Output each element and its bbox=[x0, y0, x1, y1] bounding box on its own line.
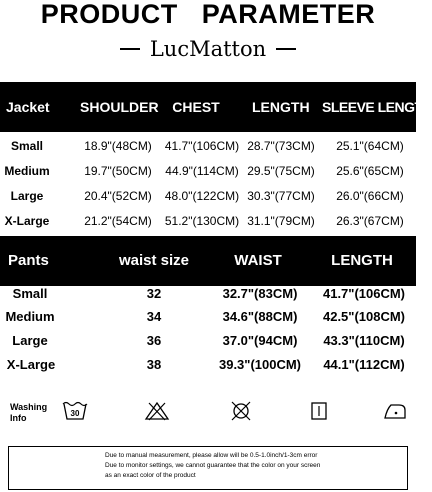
jacket-header-bar bbox=[0, 82, 432, 132]
jacket-chest: 44.9"(114CM) bbox=[165, 164, 239, 178]
jacket-header-label: Jacket bbox=[6, 99, 50, 115]
jacket-chest: 41.7"(106CM) bbox=[164, 139, 240, 153]
jacket-length: 29.5"(75CM) bbox=[247, 164, 315, 178]
brand-name: LucMatton bbox=[149, 37, 267, 61]
jacket-chest: 48.0"(122CM) bbox=[164, 189, 240, 203]
washing-info bbox=[0, 392, 416, 432]
pants-row bbox=[0, 353, 416, 377]
jacket-header-sleeve-length: SLEEVE LENGTH bbox=[322, 99, 432, 115]
pants-length: 42.5"(108CM) bbox=[322, 309, 406, 324]
right-dash bbox=[276, 48, 296, 50]
pants-size: X-Large bbox=[6, 357, 56, 372]
pants-waist-size: 38 bbox=[146, 357, 162, 372]
jacket-row bbox=[0, 134, 416, 158]
page-title: PRODUCT PARAMETER bbox=[40, 0, 376, 29]
jacket-size: X-Large bbox=[4, 214, 50, 228]
disclaimer-box bbox=[8, 446, 408, 490]
jacket-header-chest: CHEST bbox=[172, 99, 220, 115]
jacket-row bbox=[0, 209, 416, 233]
pants-waist: 32.7"(83CM) bbox=[222, 286, 298, 301]
disclaimer-line: as an exact color of the product bbox=[105, 472, 196, 479]
pants-waist: 34.6"(88CM) bbox=[222, 309, 298, 324]
jacket-shoulder: 20.4"(52CM) bbox=[84, 189, 152, 203]
pants-size: Medium bbox=[5, 309, 55, 324]
jacket-header-shoulder: SHOULDER bbox=[80, 99, 159, 115]
pants-length: 43.3"(110CM) bbox=[323, 333, 405, 348]
svg-text:30: 30 bbox=[70, 409, 80, 418]
jacket-header-length: LENGTH bbox=[252, 99, 310, 115]
jacket-shoulder: 19.7"(50CM) bbox=[84, 164, 152, 178]
wash-30-icon bbox=[62, 400, 88, 422]
pants-header-bar bbox=[0, 236, 416, 286]
jacket-length: 28.7"(73CM) bbox=[247, 139, 315, 153]
jacket-length: 30.3"(77CM) bbox=[247, 189, 315, 203]
jacket-shoulder: 21.2"(54CM) bbox=[84, 214, 152, 228]
iron-low-icon bbox=[382, 400, 408, 422]
jacket-row bbox=[0, 184, 416, 208]
pants-waist: 37.0"(94CM) bbox=[222, 333, 298, 348]
no-bleach-icon bbox=[144, 400, 170, 422]
brand-line bbox=[0, 34, 416, 64]
tumble-dry-icon bbox=[306, 400, 332, 422]
pants-waist-size: 36 bbox=[146, 333, 162, 348]
pants-row bbox=[0, 329, 416, 353]
jacket-chest: 51.2"(130CM) bbox=[164, 214, 240, 228]
pants-size: Small bbox=[12, 286, 48, 301]
pants-header-waist-size: waist size bbox=[118, 252, 190, 269]
jacket-sleeve: 26.3"(67CM) bbox=[336, 214, 404, 228]
jacket-size: Large bbox=[10, 189, 44, 203]
pants-header-length: LENGTH bbox=[331, 252, 393, 269]
jacket-sleeve: 26.0"(66CM) bbox=[336, 189, 404, 203]
disclaimer-line: Due to monitor settings, we cannot guarantee that the color on your screen bbox=[105, 462, 321, 469]
jacket-row bbox=[0, 159, 416, 183]
jacket-sleeve: 25.6"(65CM) bbox=[336, 164, 404, 178]
jacket-shoulder: 18.9"(48CM) bbox=[84, 139, 152, 153]
disclaimer-line: Due to manual measurement, please allow will be 0.5-1.0inch/1-3cm error bbox=[105, 452, 318, 459]
jacket-length: 31.1"(79CM) bbox=[247, 214, 315, 228]
washing-info-label: Washing Info bbox=[10, 402, 48, 423]
pants-header-waist: WAIST bbox=[234, 252, 282, 269]
pants-row bbox=[0, 282, 416, 306]
pants-length: 44.1"(112CM) bbox=[323, 357, 405, 372]
pants-waist-size: 32 bbox=[146, 286, 162, 301]
jacket-size: Small bbox=[10, 139, 43, 153]
pants-waist-size: 34 bbox=[146, 309, 162, 324]
left-dash bbox=[120, 48, 140, 50]
pants-row bbox=[0, 305, 416, 329]
pants-header-label: Pants bbox=[8, 252, 49, 269]
jacket-size: Medium bbox=[4, 164, 50, 178]
jacket-sleeve: 25.1"(64CM) bbox=[336, 139, 404, 153]
pants-waist: 39.3"(100CM) bbox=[218, 357, 302, 372]
no-dry-clean-icon bbox=[228, 400, 254, 422]
pants-length: 41.7"(106CM) bbox=[322, 286, 406, 301]
pants-size: Large bbox=[12, 333, 48, 348]
